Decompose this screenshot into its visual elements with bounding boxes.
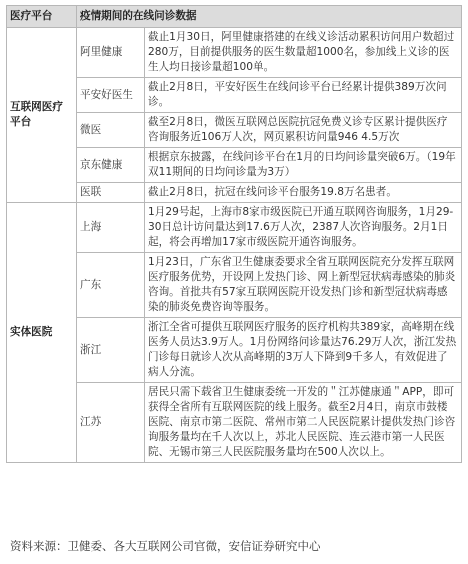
row-text: 1月29号起，上海市8家市级医院已开通互联网咨询服务，1月29-30日总计访问量达到17.6万人次，2387人次咨询服务。2月1日起，将会再增加17家市级医院开通咨询服务。: [145, 203, 462, 253]
header-platform: 医疗平台: [7, 6, 77, 28]
row-text: 浙江全省可提供互联网医疗服务的医疗机构共389家，高峰期在线医务人员达3.9万人。1月份网络问诊量达76.29万人次，浙江发热门诊每日就诊人次从高峰期的3万人下降到9千多人，有效促进了病人分流。: [145, 318, 462, 383]
row-text: 居民只需下载省卫生健康委统一开发的＂江苏健康通＂APP，即可获得全省所有互联网医院的线上服务。截至2月4日，南京市鼓楼医院、南京市第二医院、常州市第二人民医院累计提供发热门诊咨询服务量均在千人次以上，苏北人民医院、连云港市第一人民医院、无锡市第三人民医院服务量均在500人次以上。: [145, 383, 462, 463]
row-name: 广东: [77, 253, 145, 318]
category-physical-hospital: 实体医院: [7, 203, 77, 463]
row-name: 江苏: [77, 383, 145, 463]
row-name: 京东健康: [77, 148, 145, 183]
category-internet-platform: 互联网医疗平台: [7, 28, 77, 203]
row-name: 微医: [77, 113, 145, 148]
table-row: [7, 203, 462, 253]
row-name: 浙江: [77, 318, 145, 383]
row-name: 医联: [77, 183, 145, 203]
row-text: 截止2月8日，平安好医生在线问诊平台已经累计提供389万次问诊。: [145, 78, 462, 113]
row-text: 截止2月8日，抗冠在线问诊平台服务19.8万名患者。: [145, 183, 462, 203]
row-name: 阿里健康: [77, 28, 145, 78]
source-note: 资料来源：卫健委、各大互联网公司官微，安信证券研究中心: [10, 539, 321, 553]
table-row: [7, 28, 462, 78]
row-text: 截止1月30日，阿里健康搭建的在线义诊活动累积访问用户数超过280万，目前提供服务的医生数量超1000名，参加线上义诊的医生人均日接诊量超100单。: [145, 28, 462, 78]
table-header-row: [7, 6, 462, 28]
data-table: [6, 5, 462, 463]
row-text: 截至2月8日，微医互联网总医院抗冠免费义诊专区累计提供医疗咨询服务近106万人次，网页累积访问量946 4.5万次: [145, 113, 462, 148]
header-data: 疫情期间的在线问诊数据: [77, 6, 462, 28]
row-name: 平安好医生: [77, 78, 145, 113]
row-name: 上海: [77, 203, 145, 253]
row-text: 根据京东披露，在线问诊平台在1月的日均问诊量突破6万。（19年双11期间的日均问诊量为3万）: [145, 148, 462, 183]
row-text: 1月23日，广东省卫生健康委要求全省互联网医院充分发挥互联网医疗服务优势，开设网上发热门诊、网上新型冠状病毒感染的肺炎咨询。首批共有57家互联网医院开设发热门诊和新型冠状病毒感染的肺炎免费咨询等服务。: [145, 253, 462, 318]
